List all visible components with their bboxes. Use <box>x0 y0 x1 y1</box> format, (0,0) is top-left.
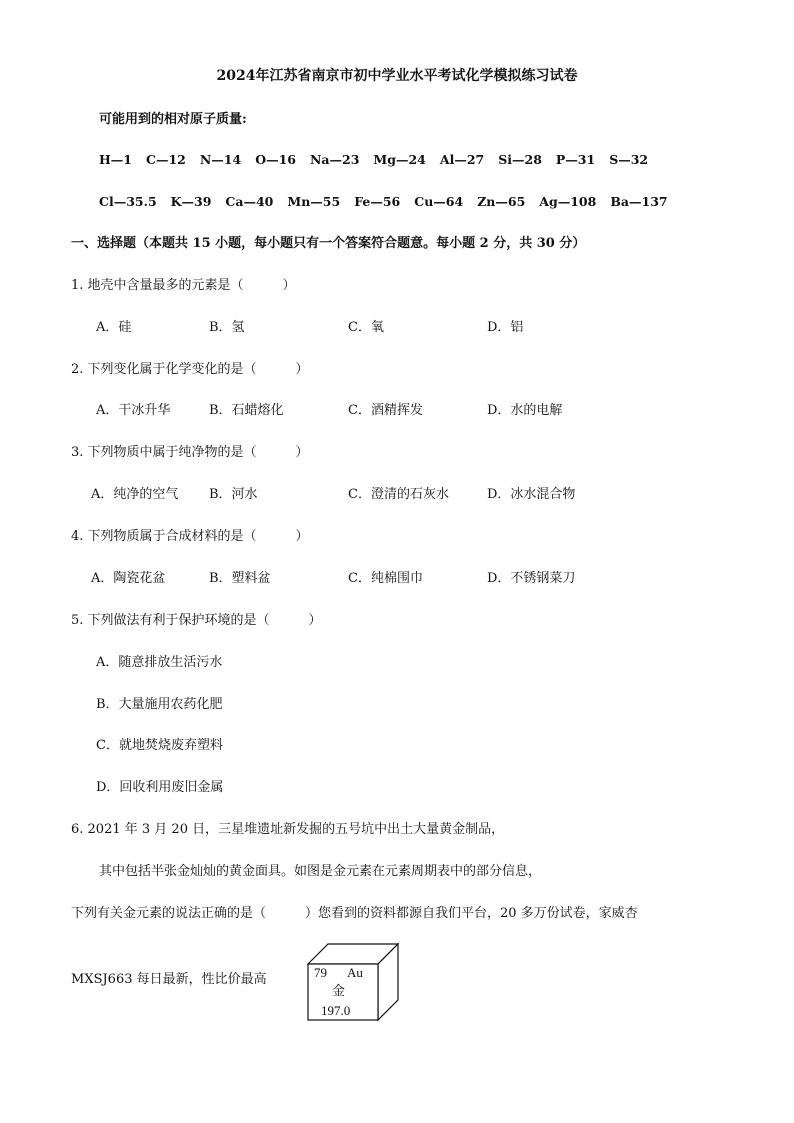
section-heading: 一、选择题（本题共 15 小题，每小题只有一个答案符合题意。每小题 2 分，共 30 分） <box>71 236 586 251</box>
q2-option-d: D．水的电解 <box>487 403 563 418</box>
mass-item: H—1 <box>99 152 133 167</box>
q4-option-c: C．纯棉围巾 <box>348 571 423 586</box>
question-6-line-4: MXSJ663 每日最新，性比价最高 <box>71 972 267 987</box>
mass-item: Ca—40 <box>225 194 274 209</box>
q1-option-b: B．氢 <box>209 320 245 335</box>
question-3-stem: 3. 下列物质中属于纯净物的是（ ） <box>71 445 309 460</box>
mass-item: Na—23 <box>309 152 360 167</box>
q1-option-c: C．氧 <box>348 320 384 335</box>
q2-option-a: A．干冰升华 <box>96 403 171 418</box>
q3-option-c: C．澄清的石灰水 <box>348 487 449 502</box>
mass-item: P—31 <box>555 152 596 167</box>
mass-item: Zn—65 <box>477 194 526 209</box>
q3-option-d: D．冰水混合物 <box>487 487 576 502</box>
periodic-element-cell <box>306 942 402 1024</box>
mass-item: Ag—108 <box>539 194 597 209</box>
mass-item: Si—28 <box>498 152 542 167</box>
mass-item: Cu—64 <box>414 194 464 209</box>
question-5-stem: 5. 下列做法有利于保护环境的是（ ） <box>71 613 322 628</box>
question-1-stem: 1. 地壳中含量最多的元素是（ ） <box>71 278 296 293</box>
q5-option-a: A．随意排放生活污水 <box>96 655 223 670</box>
q2-option-b: B．石蜡熔化 <box>209 403 284 418</box>
mass-item: S—32 <box>609 152 649 167</box>
atomic-number: 79 <box>314 965 327 980</box>
q3-option-a: A．纯净的空气 <box>91 487 179 502</box>
question-6-line-1: 6. 2021 年 3 月 20 日，三星堆遗址新发掘的五号坑中出土大量黄金制品， <box>71 822 505 837</box>
mass-item: O—16 <box>255 152 296 167</box>
question-2-stem: 2. 下列变化属于化学变化的是（ ） <box>71 362 309 377</box>
element-name: 金 <box>332 984 346 999</box>
q4-option-d: D．不锈钢菜刀 <box>487 571 576 586</box>
question-6-line-2: 其中包括半张金灿灿的黄金面具。如图是金元素在元素周期表中的部分信息， <box>99 864 542 879</box>
mass-item: Al—27 <box>439 152 485 167</box>
mass-item: N—14 <box>199 152 242 167</box>
q5-option-b: B．大量施用农药化肥 <box>96 697 223 712</box>
q4-option-b: B．塑料盆 <box>209 571 271 586</box>
mass-item: Fe—56 <box>354 194 401 209</box>
mass-item: Mg—24 <box>373 152 426 167</box>
question-4-stem: 4. 下列物质属于合成材料的是（ ） <box>71 529 309 544</box>
atomic-mass: 197.0 <box>321 1003 351 1018</box>
page-title: 2024年江苏省南京市初中学业水平考试化学模拟练习试卷 <box>216 68 578 84</box>
masses-row-1 <box>99 152 662 168</box>
mass-item: Cl—35.5 <box>99 194 157 209</box>
q1-option-a: A．硅 <box>96 320 132 335</box>
q5-option-c: C．就地焚烧废弃塑料 <box>96 738 223 753</box>
q5-option-d: D．回收利用废旧金属 <box>96 780 224 795</box>
element-symbol: Au <box>347 965 363 980</box>
masses-heading: 可能用到的相对原子质量: <box>99 112 247 127</box>
q4-option-a: A．陶瓷花盆 <box>91 571 166 586</box>
mass-item: K—39 <box>170 194 212 209</box>
q3-option-b: B．河水 <box>209 487 258 502</box>
question-6-line-3: 下列有关金元素的说法正确的是（ ）您看到的资料都源自我们平台，20 多万份试卷，家威杏 <box>71 906 638 921</box>
mass-item: C—12 <box>146 152 186 167</box>
mass-item: Ba—137 <box>610 194 668 209</box>
q2-option-c: C．酒精挥发 <box>348 403 423 418</box>
q1-option-d: D．铝 <box>487 320 524 335</box>
mass-item: Mn—55 <box>287 194 341 209</box>
masses-row-2 <box>99 194 682 210</box>
